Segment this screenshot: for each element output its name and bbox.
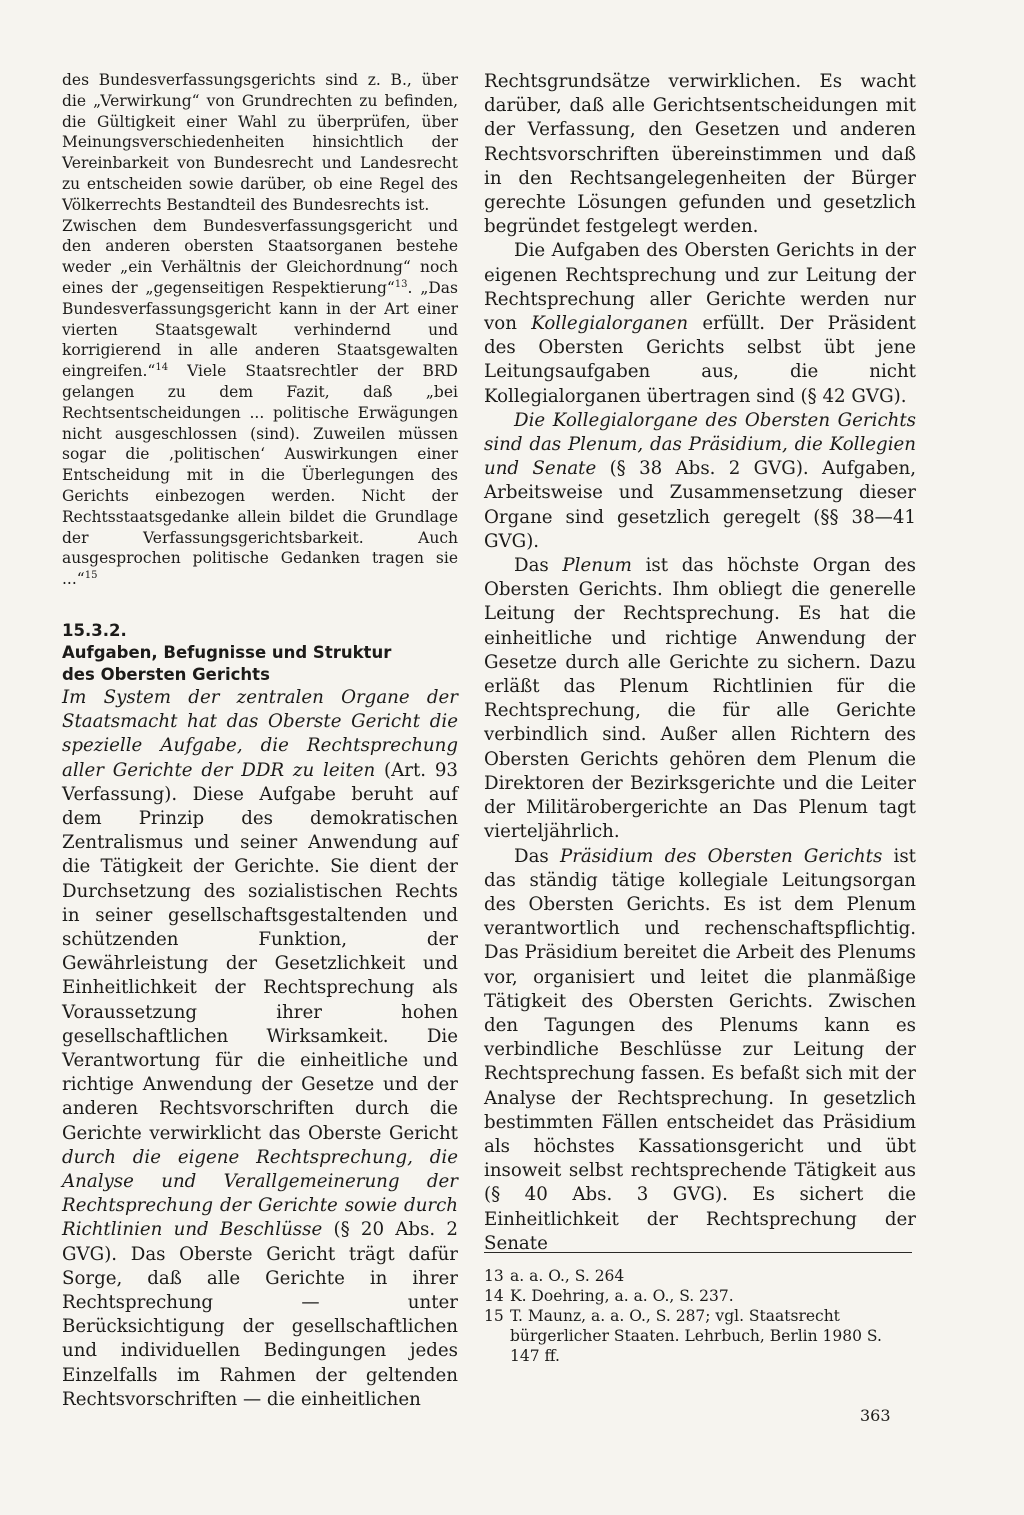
body-text: (§ 20 Abs. 2 GVG). Das Oberste Gericht trägt dafür Sorge, daß alle Gerichte in ihrer Rechtsprechung — unter Berücksichtigung der gesellschaftlichen und individuellen Bedingungen jedes Einzelfalls im Rahmen der geltenden Rechtsvorschriften — die einheitlichen xyxy=(62,1219,458,1410)
body-paragraph xyxy=(62,686,458,1412)
right-column xyxy=(484,70,916,1256)
section-title-line-1: Aufgaben, Befugnisse und Struktur xyxy=(62,642,392,662)
body-paragraph: Rechtsgrundsätze verwirklichen. Es wacht darüber, daß alle Gerichtsentscheidungen mit der Verfassung, den Gesetzen und anderen Rechtsvorschriften übereinstimmen und daß in den Rechtsangelegenheiten der Bürger gerechte Lösungen gefunden und gesetzlich begründet festgelegt werden. xyxy=(484,71,916,238)
italic-text: Präsidium des Obersten Gerichts xyxy=(560,845,883,867)
body-text: ist das höchste Organ des Obersten Gerichts. Ihm obliegt die generelle Leitung der Rechtsprechung. Es hat die einheitliche und richtige Anwendung der Gesetze durch alle Gerichte zu sichern. Dazu erläßt das Plenum Richtlinien für die Rechtsprechung, die für alle Gerichte verbindlich sind. Außer allen Richtern des Obersten Gerichts gehören dem Plenum die Direktoren der Bezirksgerichte und die Leiter der Militärobergerichte an Das Plenum tagt vierteljährlich. xyxy=(484,555,916,843)
body-text: Die Aufgaben des Obersten Gerichts in der eigenen Rechtsprechung und zur Leitung der Rechtsprechung aller Gerichte werden nur von xyxy=(484,240,916,335)
italic-text: Im System der zentralen Organe der Staatsmacht hat das Oberste Gericht die spezielle Aufgabe, die Rechtsprechung aller Gerichte der DDR zu leiten xyxy=(62,686,458,781)
body-text: Das xyxy=(514,555,563,577)
body-text: erfüllt. Der Präsident des Obersten Gerichts selbst übt jene Leitungsaufgaben aus, die nicht Kollegialorganen übertragen sind (§ 42 GVG). xyxy=(484,313,916,407)
body-text: (§ 38 Abs. 2 GVG). Aufgaben, Arbeitsweise und Zusammensetzung dieser Organe sind gesetzlich geregelt (§§ 38—41 GVG). xyxy=(484,458,916,552)
footnote-ref-15: 15 xyxy=(84,569,98,581)
footnote-number: 15 xyxy=(484,1307,504,1325)
quote-paragraph xyxy=(62,216,458,590)
body-text: ist das ständig tätige kollegiale Leitungsorgan des Obersten Gerichts. Es ist dem Plenum verantwortlich und rechenschaftspflichtig. Das Präsidium bereitet die Arbeit des Plenums vor, organisiert und leitet die planmäßige Tätigkeit des Obersten Gerichts. Zwischen den Tagungen des Plenums kann es verbindliche Beschlüsse zur Leitung der Rechtsprechung fassen. Es befaßt sich mit der Analyse der Rechtsprechung. In gesetzlich bestimmten Fällen entscheidet das Präsidium als höchstes Kassationsgericht und übt insoweit selbst rechtsprechende Tätigkeit aus (§ 40 Abs. 3 GVG). Es sichert die Einheitlichkeit der Rechtsprechung der Senate xyxy=(484,845,916,1254)
footnote-14 xyxy=(484,1286,914,1306)
quote-text: Viele Staatsrechtler der BRD gelangen zu dem Fazit, daß „bei Rechtsentscheidungen ... politische Erwägungen nicht ausgeschlossen (sind). Zuweilen müssen sogar die ‚politischen‘ Auswirkungen einer Entscheidung mit in die Überlegungen des Gerichts einbezogen werden. Nicht der Rechtsstaatsgedanke allein bildet die Grundlage der Verfassungsgerichtsbarkeit. Auch ausgesprochen politische Gedanken tragen sie ...“ xyxy=(62,362,458,589)
left-column xyxy=(62,70,458,1412)
footnote-number: 13 xyxy=(484,1267,504,1285)
footnote-text: a. a. O., S. 264 xyxy=(510,1267,625,1285)
footnote-13 xyxy=(484,1266,914,1286)
italic-text: durch die eigene Rechtsprechung, die Analyse und Verallgemeinerung der Rechtsprechung der Gerichte sowie durch Richtlinien und Beschlüsse xyxy=(62,1146,458,1241)
body-text: (Art. 93 Verfassung). Diese Aufgabe beruht auf dem Prinzip des demokratischen Zentralismus und seiner Anwendung auf die Tätigkeit der Gerichte. Sie dient der Durchsetzung des sozialistischen Rechts in seiner gesellschaftsgestaltenden und schützenden Funktion, der Gewährleistung der Gesetzlichkeit und Einheitlichkeit der Rechtsprechung als Voraussetzung ihrer hohen gesellschaftlichen Wirksamkeit. Die Verantwortung für die einheitliche und richtige Anwendung der Gesetze und der anderen Rechtsvorschriften durch die Gerichte verwirklicht das Oberste Gericht xyxy=(62,759,458,1144)
page-number: 363 xyxy=(860,1406,891,1425)
quote-text: Zwischen dem Bundesverfassungsgericht und den anderen obersten Staatsorganen bestehe weder „ein Verhältnis der Gleichordnung“ noch eines der „gegenseitigen Respektierung“ xyxy=(62,216,458,297)
footnote-15 xyxy=(484,1306,914,1366)
footnote-ref-14: 14 xyxy=(155,362,169,373)
footnote-text: T. Maunz, a. a. O., S. 287; vgl. Staatsrecht bürgerlicher Staaten. Lehrbuch, Berlin 1980 S. 147 ff. xyxy=(510,1307,882,1365)
body-paragraph xyxy=(484,845,916,1256)
quote-paragraph: des Bundesverfassungsgerichts sind z. B., über die „Verwirkung“ von Grundrechten zu befinden, die Gültigkeit einer Wahl zu überprüfen, über Meinungsverschiedenheiten hinsichtlich der Vereinbarkeit von Bundesrecht und Landesrecht zu entscheiden sowie darüber, ob eine Regel des Völkerrechts Bestandteil des Bundesrechts ist. xyxy=(62,71,458,214)
section-title-line-2: des Obersten Gerichts xyxy=(62,664,270,684)
body-paragraph xyxy=(484,554,916,844)
body-text: Das xyxy=(514,845,560,867)
footnote-ref-13: 13 xyxy=(394,278,408,290)
italic-text: Die Kollegialorgane des Obersten Gerichts sind das Plenum, das Präsidium, die Kollegien und Senate xyxy=(484,409,916,480)
footnote-divider xyxy=(484,1252,912,1253)
quote-text: . „Das Bundesverfassungsgericht kann in der Art einer vierten Staatsgewalt verhindernd und korrigierend in alle anderen Staatsgewalten eingreifen.“ xyxy=(62,278,458,381)
italic-text: Kollegialorganen xyxy=(531,313,689,335)
italic-text: Plenum xyxy=(562,555,632,577)
footnotes xyxy=(484,1266,914,1366)
body-paragraph xyxy=(484,239,916,408)
footnote-number: 14 xyxy=(484,1287,504,1305)
footnote-text: K. Doehring, a. a. O., S. 237. xyxy=(510,1287,734,1305)
body-paragraph xyxy=(484,409,916,554)
section-number: 15.3.2. xyxy=(62,620,127,640)
